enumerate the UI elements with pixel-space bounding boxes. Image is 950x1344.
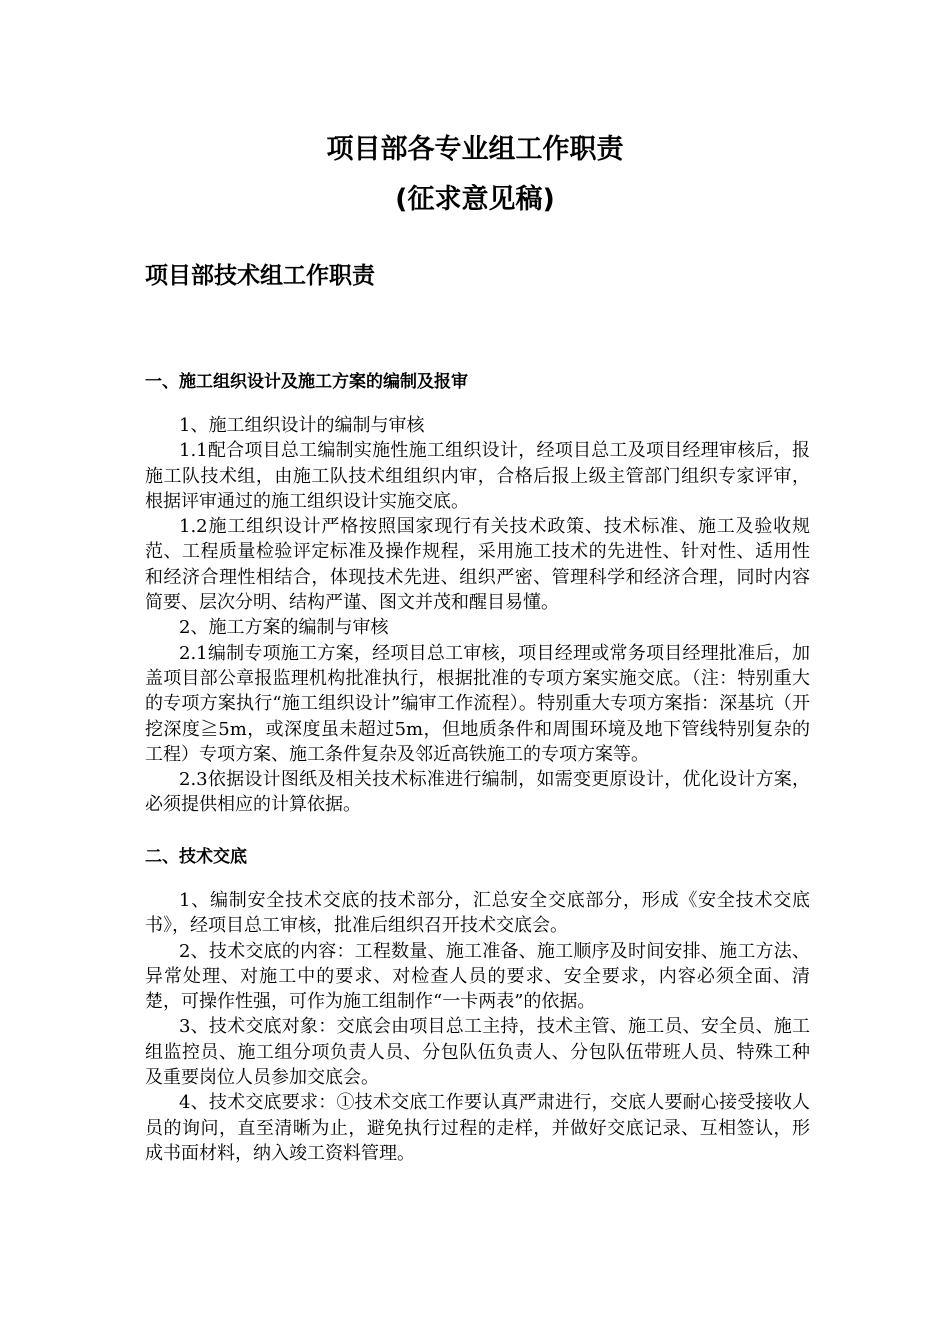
document-subtitle: 项目部技术组工作职责 — [145, 263, 375, 289]
paragraph: 1.2施工组织设计严格按照国家现行有关技术政策、技术标准、施工及验收规范、工程质量检验评定标准及操作规程，采用施工技术的先进性、针对性、适用性和经济合理性相结合，体现技术先进、组织严密、管理科学和经济合理，同时内容简要、层次分明、结构严谨、图文并茂和醒目易懂。 — [145, 516, 810, 614]
document-title-note: (征求意见稿) — [395, 184, 555, 215]
section-body-2 — [145, 888, 810, 1166]
section-heading-2: 二、技术交底 — [145, 847, 247, 867]
paragraph: 2、技术交底的内容：工程数量、施工准备、施工顺序及时间安排、施工方法、异常处理、对施工中的要求、对检查人员的要求、安全要求，内容必须全面、清楚，可操作性强，可作为施工组制作“一卡两表”的依据。 — [145, 940, 810, 1013]
paragraph: 3、技术交底对象：交底会由项目总工主持，技术主管、施工员、安全员、施工组监控员、施工组分项负责人员、分包队伍负责人、分包队伍带班人员、特殊工种及重要岗位人员参加交底会。 — [145, 1016, 810, 1089]
paragraph: 1、施工组织设计的编制与审核 — [179, 415, 425, 436]
document-title: 项目部各专业组工作职责 — [326, 134, 624, 165]
paragraph: 2.3依据设计图纸及相关技术标准进行编制，如需变更原设计，优化设计方案，必须提供相应的计算依据。 — [145, 769, 810, 816]
paragraph: 1、编制安全技术交底的技术部分，汇总安全交底部分，形成《安全技术交底书》，经项目总工审核，批准后组织召开技术交底会。 — [145, 890, 810, 937]
paragraph: 4、技术交底要求：①技术交底工作要认真严肃进行，交底人要耐心接受接收人员的询问，直至清晰为止，避免执行过程的走样，并做好交底记录、互相签认，形成书面材料，纳入竣工资料管理。 — [145, 1092, 810, 1164]
paragraph: 2.1编制专项施工方案，经项目总工审核，项目经理或常务项目经理批准后，加盖项目部公章报监理机构批准执行，根据批准的专项方案实施交底。（注：特别重大的专项方案执行“施工组织设计”编审工作流程）。特别重大专项方案指：深基坑（开挖深度≧5m，或深度虽未超过5m，但地质条件和周围环境及地下管线特别复杂的工程）专项方案、施工条件复杂及邻近高铁施工的专项方案等。 — [145, 642, 810, 765]
section-heading-1: 一、施工组织设计及施工方案的编制及报审 — [145, 372, 468, 392]
section-body-1 — [145, 413, 810, 818]
paragraph: 2、施工方案的编制与审核 — [179, 617, 389, 639]
paragraph: 1.1配合项目总工编制实施性施工组织设计，经项目总工及项目经理审核后，报施工队技术组，由施工队技术组组织内审，合格后报上级主管部门组织专家评审，根据评审通过的施工组织设计实施交底。 — [145, 440, 810, 512]
